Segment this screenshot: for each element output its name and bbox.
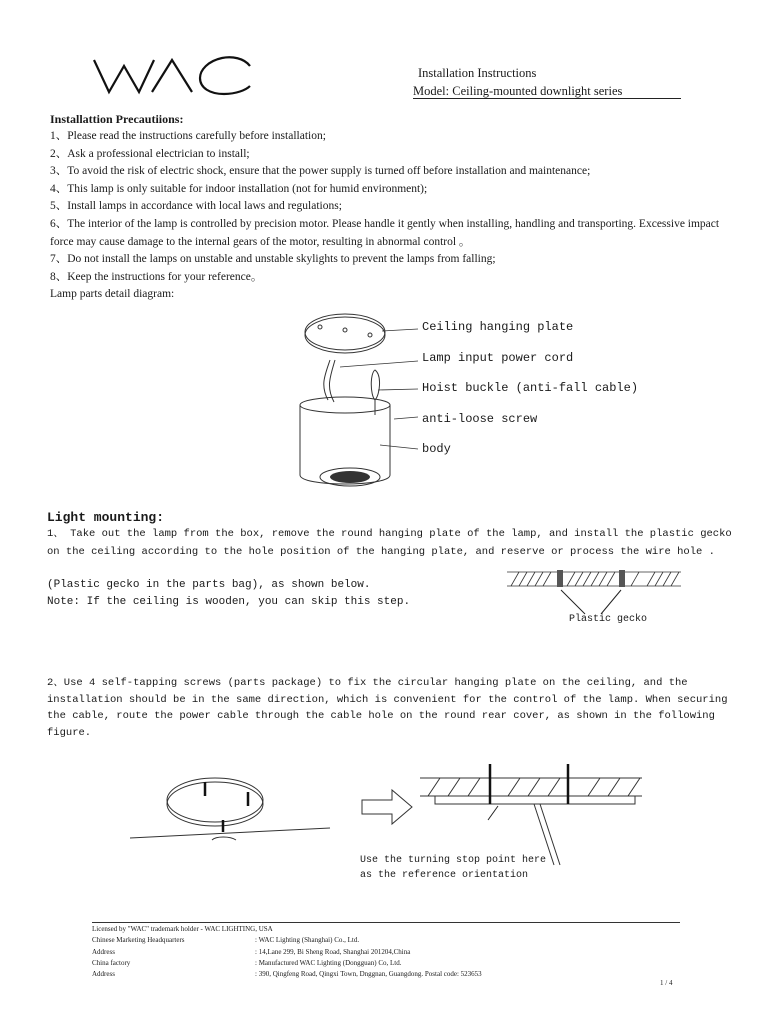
label-screw: anti-loose screw: [422, 412, 538, 426]
doc-model: Model: Ceiling-mounted downlight series: [413, 84, 623, 98]
reference-note-a: Use the turning stop point here: [360, 855, 547, 866]
page-number: 1 / 4: [660, 979, 673, 987]
label-cord: Lamp input power cord: [422, 351, 574, 365]
doc-title: Installation Instructions: [418, 66, 537, 80]
footer-value: : WAC Lighting (Shanghai) Co., Ltd.: [255, 936, 360, 944]
footer-licensed: Licensed by "WAC" trademark holder - WAC LIGHTING, USA: [92, 925, 273, 933]
label-plate: Ceiling hanging plate: [422, 320, 574, 334]
mounting-title: Light mounting:: [47, 510, 165, 525]
precaution-item: 8、Keep the instructions for your reference。: [50, 270, 263, 283]
step-2-text: 2、Use 4 self-tapping screws (parts package) to fix the circular hanging plate on the ceiling, and the installation should be in the same direction, which is convenient for the control of the lamp. When securing the cable, route the power cable through the cable hole on the round rear cover, as shown in the following figure.: [47, 677, 728, 739]
step-1-note-b: Note: If the ceiling is wooden, you can skip this step.: [47, 596, 411, 608]
reference-note: [360, 853, 546, 883]
precaution-item: 5、Install lamps in accordance with local laws and regulations;: [50, 200, 342, 213]
footer-value: : Manufactured WAC Lighting (Dongguan) Co, Ltd.: [255, 959, 402, 967]
footer-key: China factory: [92, 959, 131, 967]
header-rule: [413, 98, 681, 99]
footer-key: Address: [92, 970, 115, 978]
step-1-text: 1、 Take out the lamp from the box, remove the round hanging plate of the lamp, and install the plastic gecko on the ceiling according to the hole position of the hanging plate, and reserve or process the wire hole .: [47, 528, 732, 558]
parts-diagram-caption: Lamp parts detail diagram:: [50, 288, 175, 301]
precaution-item: 7、Do not install the lamps on unstable and unstable skylights to prevent the lamps from falling;: [50, 253, 496, 266]
footer-key: Address: [92, 948, 115, 956]
gecko-label: Plastic gecko: [569, 614, 648, 625]
step-1-note: [47, 577, 410, 611]
precaution-item: 6、The interior of the lamp is controlled by precision motor. Please handle it gently when installing, handling and transporting. Excessive impact force may cause damage to the internal gears of the motor, resulting in abnormal control 。: [50, 217, 720, 248]
precaution-item: 4、This lamp is only suitable for indoor installation (not for humid environment);: [50, 182, 428, 195]
label-buckle: Hoist buckle (anti-fall cable): [422, 381, 639, 395]
precautions-list: [50, 128, 740, 304]
precaution-item: 3、To avoid the risk of electric shock, ensure that the power supply is turned off before installation and maintenance;: [50, 165, 591, 178]
label-body: body: [422, 442, 451, 456]
footer-value: : 14,Lane 299, Bi Sheng Road, Shanghai 201204,China: [255, 948, 411, 956]
footer-value: : 390, Qingfeng Road, Qingxi Town, Dnggnan, Guangdong. Postal code: 523653: [255, 970, 482, 978]
precaution-item: 1、Please read the instructions carefully before installation;: [50, 130, 326, 142]
reference-note-b: as the reference orientation: [360, 870, 529, 881]
precautions-title: Installattion Precautiions:: [50, 112, 184, 126]
plastic-gecko-diagram: [505, 568, 685, 618]
footer-key: Chinese Marketing Headquarters: [92, 936, 185, 944]
lamp-parts-diagram: [290, 305, 650, 505]
wac-logo: [92, 52, 254, 98]
precaution-item: 2、Ask a professional electrician to install;: [50, 147, 250, 160]
footer-rule: [92, 922, 680, 923]
step-1-note-a: (Plastic gecko in the parts bag), as shown below.: [47, 579, 371, 591]
